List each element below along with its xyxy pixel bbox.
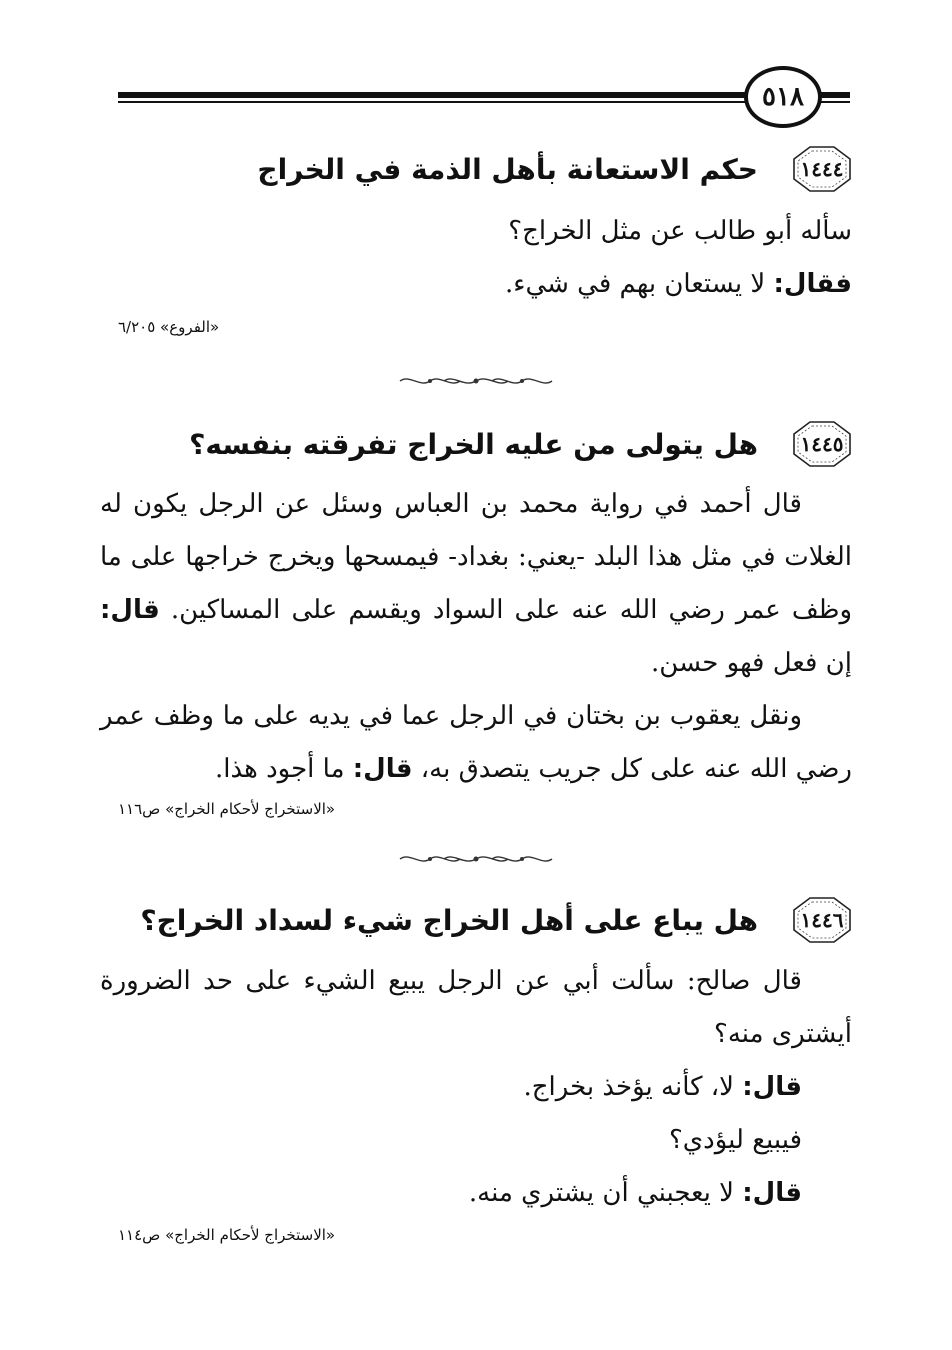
answer-keyword: قال:	[100, 595, 160, 625]
question-text: فيبيع ليؤدي؟	[669, 1125, 802, 1155]
entry-title: هل يباع على أهل الخراج شيء لسداد الخراج؟	[140, 903, 758, 937]
paragraph	[100, 478, 852, 690]
entry-number: ١٤٤٥	[800, 432, 844, 456]
source-citation: «الفروع» ٦/٢٠٥	[118, 318, 220, 336]
entry-number: ١٤٤٦	[800, 908, 844, 932]
qa-line	[100, 1167, 852, 1220]
question-line: سأله أبو طالب عن مثل الخراج؟	[508, 216, 852, 246]
entry-body-1446	[100, 955, 852, 1220]
page-number: ٥١٨	[744, 66, 822, 128]
header-rule	[118, 92, 758, 104]
paragraph: قال صالح: سألت أبي عن الرجل يبيع الشيء على حد الضرورة أيشترى منه؟	[100, 966, 852, 1049]
answer-keyword: قال:	[742, 1072, 802, 1102]
answer-line	[100, 258, 852, 311]
answer-text: إن فعل فهو حسن.	[651, 648, 852, 678]
answer-text: لا يستعان بهم في شيء.	[504, 269, 766, 299]
source-citation: «الاستخراج لأحكام الخراج» ص١١٦	[118, 800, 336, 818]
entry-body-1444	[100, 205, 852, 311]
entry-header-1446	[140, 896, 852, 944]
answer-text: لا يعجبني أن يشتري منه.	[468, 1178, 734, 1208]
entry-number-badge	[792, 420, 852, 468]
ornamental-divider-icon	[396, 374, 556, 388]
qa-line	[100, 1061, 852, 1114]
paragraph-text: قال أحمد في رواية محمد بن العباس وسئل عن الرجل يكون له الغلات في مثل هذا البلد -يعني: بغداد- فيمسحها ويخرج خراجها على ما وظف عمر رضي الله عنه على السواد ويقسم على المساكين.	[100, 489, 853, 625]
ornamental-divider-icon	[396, 852, 556, 866]
entry-header-1444	[257, 145, 852, 193]
entry-number: ١٤٤٤	[800, 157, 844, 181]
answer-keyword: قال:	[742, 1178, 802, 1208]
answer-text: لا، كأنه يؤخذ بخراج.	[523, 1072, 734, 1102]
paragraph	[100, 690, 852, 796]
paragraph-text: ونقل يعقوب بن بختان في الرجل عما في يديه على ما وظف عمر رضي الله عنه على كل جريب يتصدق به،	[100, 701, 852, 784]
answer-keyword: قال:	[352, 754, 413, 784]
entry-body-1445	[100, 478, 852, 796]
answer-keyword: فقال:	[773, 269, 852, 299]
qa-line	[100, 1114, 852, 1167]
header-rule-end	[820, 92, 850, 104]
entry-number-badge	[792, 145, 852, 193]
source-citation: «الاستخراج لأحكام الخراج» ص١١٤	[118, 1226, 336, 1244]
answer-text: ما أجود هذا.	[214, 754, 345, 784]
entry-title: هل يتولى من عليه الخراج تفرقته بنفسه؟	[189, 427, 758, 461]
entry-header-1445	[189, 420, 852, 468]
entry-title: حكم الاستعانة بأهل الذمة في الخراج	[257, 152, 758, 186]
entry-number-badge	[792, 896, 852, 944]
